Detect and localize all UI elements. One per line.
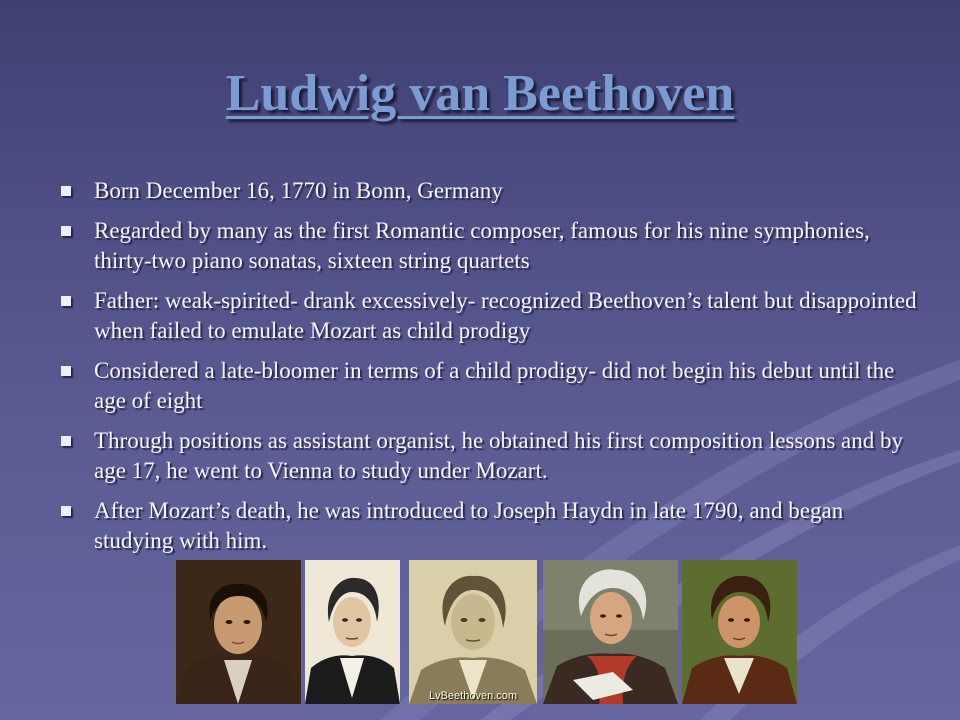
square-bullet-icon	[61, 186, 71, 196]
square-bullet-icon	[61, 436, 71, 446]
bullet-text: After Mozart’s death, he was introduced to Joseph Haydn in late 1790, and began studying with him.	[94, 498, 844, 553]
bullet-item	[58, 356, 918, 416]
square-bullet-icon	[61, 226, 71, 236]
bullet-item	[58, 496, 918, 556]
portrait-image	[409, 560, 537, 704]
bullet-list	[58, 176, 918, 566]
portrait-image	[682, 560, 797, 704]
portrait-strip	[176, 560, 797, 704]
bullet-text: Born December 16, 1770 in Bonn, Germany	[94, 178, 503, 203]
square-bullet-icon	[61, 296, 71, 306]
portrait-image	[543, 560, 678, 704]
square-bullet-icon	[61, 506, 71, 516]
bullet-text: Father: weak-spirited- drank excessively- recognized Beethoven’s talent but disappointed when failed to emulate Mozart as child prodigy	[94, 288, 917, 343]
bullet-text: Through positions as assistant organist, he obtained his first composition lessons and by age 17, he went to Vienna to study under Mozart.	[94, 428, 903, 483]
square-bullet-icon	[61, 366, 71, 376]
bullet-item	[58, 286, 918, 346]
portrait-image	[176, 560, 301, 704]
slide-title[interactable]: Ludwig van Beethoven	[225, 65, 735, 122]
bullet-item	[58, 176, 918, 206]
bullet-item	[58, 216, 918, 276]
bullet-item	[58, 426, 918, 486]
portrait-image	[305, 560, 400, 704]
bullet-text: Regarded by many as the first Romantic composer, famous for his nine symphonies, thirty-two piano sonatas, sixteen string quartets	[94, 218, 870, 273]
portrait-watermark: LvBeethoven.com	[428, 690, 518, 702]
bullet-text: Considered a late-bloomer in terms of a child prodigy- did not begin his debut until the age of eight	[94, 358, 895, 413]
